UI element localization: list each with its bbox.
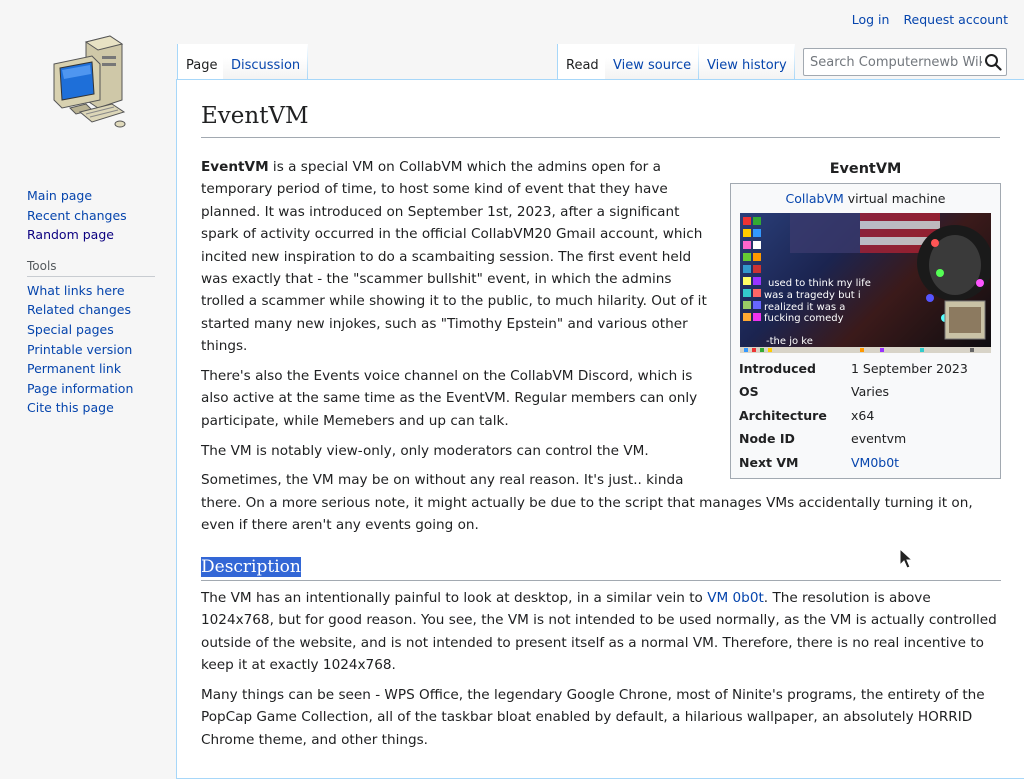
computer-logo-icon [40,30,136,130]
vm-0b0t-link[interactable]: VM 0b0t [707,589,764,606]
search-icon[interactable] [984,53,1002,71]
infobox-caption-rest: virtual machine [843,191,946,206]
infobox-label: Next VM [739,454,799,470]
article-subject-bold: EventVM [201,159,269,175]
infobox [730,156,1001,479]
sidebar-item-permanent-link[interactable]: Permanent link [27,361,122,377]
paragraph-desktop-text-b: . The resolution is above 1024x768, but for good reason. You see, the VM is not intended to be used normally, as the VM is actually controlled outside of the website, and is not intended to present itself as a normal VM. Therefore, there is no real incentive to keep it at exactly 1024x768. [201,589,997,674]
paragraph-things-seen: Many things can be seen - WPS Office, the legendary Google Chrone, most of Ninite's programs, the entirety of the PopCap Game Collection, all of the taskbar bloat enabled by default, a hilarious wallpaper, an absolutely HORRID Chrome theme, and other things. [201,686,985,748]
description-heading [201,557,1001,581]
wallpaper-text-line-2: was a tragedy but i [764,290,861,301]
infobox-caption [737,190,994,208]
tab-page-label: Page [186,58,218,73]
infobox-row [737,451,994,474]
infobox-row [737,380,994,403]
paragraph-desktop [201,587,1001,677]
infobox-value: x64 [851,407,875,423]
infobox-label: Architecture [739,407,827,423]
infobox-value: eventvm [851,431,907,447]
sidebar-item-random-page[interactable]: Random page [27,227,114,243]
wallpaper-text-line-5: -the jo ke [766,336,813,347]
description-heading-text: Description [201,556,301,577]
tab-view-source-label: View source [613,58,692,73]
page-title: EventVM [201,102,1000,138]
sidebar-item-main-page[interactable]: Main page [27,188,93,203]
sidebar-item-printable-version[interactable]: Printable version [27,341,133,357]
tab-discussion[interactable] [223,44,308,79]
paragraph-voice-channel: There's also the Events voice channel on the CollabVM Discord, which is also active at the same time as the EventVM. Regular members can only participate, while Memebers and up can talk. [201,368,698,429]
search-box [803,48,1007,76]
infobox-collabvm-link[interactable]: CollabVM [785,191,844,206]
sidebar-item-page-information[interactable]: Page information [27,380,134,396]
sidebar-item-recent-changes[interactable]: Recent changes [27,207,127,223]
tab-view-history[interactable] [699,44,795,79]
paragraph-view-only: The VM is notably view-only, only moderators can control the VM. [201,442,649,459]
tab-view-history-label: View history [707,58,787,73]
tab-discussion-label: Discussion [231,58,301,73]
wallpaper-text-line-3: realized it was a [764,302,846,313]
tab-read-label: Read [566,58,599,73]
mouse-cursor-icon [899,548,915,570]
tab-view-source[interactable] [605,44,699,79]
request-account-link[interactable]: Request account [903,12,1008,27]
tab-page[interactable] [177,44,225,79]
content-area [176,79,1024,779]
wallpaper-text-line-1: used to think my life [768,278,871,289]
paragraph-intro-text: is a special VM on CollabVM which the admins open for a temporary period of time, to host some kind of event that they have planned. It was introduced on September 1st, 2023, after a significant spark of activity occurred in the official CollabVM20 Gmail account, which incited new inspiration to do a scambaiting session. The first event held was exactly that - the "scammer bullshit" event, in which the admins trolled a scammer while showing it to the public, to much hilarity. Out of it started many new injokes, such as "Timothy Epstein" and various other things. [201,159,707,355]
vm-desktop-image [740,213,991,353]
site-logo[interactable] [40,30,136,130]
sidebar-item-cite-this-page[interactable]: Cite this page [27,400,114,416]
infobox-value: Varies [851,384,890,400]
infobox-row [737,404,994,427]
next-vm-link[interactable]: VM0b0t [851,454,900,470]
search-input[interactable] [804,49,982,75]
infobox-label: Node ID [739,431,795,447]
infobox-table [737,357,994,474]
sidebar-item-what-links-here[interactable]: What links here [27,282,125,298]
infobox-value: 1 September 2023 [851,361,968,376]
personal-tools [842,12,1008,27]
article-body [201,156,1001,759]
paragraph-sometimes: Sometimes, the VM may be on without any real reason. It's just.. kinda there. On a more serious note, it might actually be due to the script that manages VMs accidentally turning it on, even if there aren't any events going on. [201,472,973,534]
sidebar-tools-heading: Tools [27,259,155,277]
sidebar [27,186,167,418]
paragraph-desktop-text-a: The VM has an intentionally painful to look at desktop, in a similar vein to [201,589,708,606]
infobox-label: OS [739,384,759,400]
sidebar-item-related-changes[interactable]: Related changes [27,302,131,318]
tab-read[interactable] [557,44,607,79]
infobox-label: Introduced [739,361,816,376]
infobox-row [737,427,994,450]
login-link[interactable]: Log in [851,12,890,27]
sidebar-item-special-pages[interactable]: Special pages [27,321,114,337]
infobox-row [737,357,994,380]
wallpaper-text-line-4: fucking comedy [764,313,844,324]
vm-screenshot-image[interactable] [740,213,991,353]
infobox-title: EventVM [829,161,902,177]
infobox-box [730,183,1001,479]
